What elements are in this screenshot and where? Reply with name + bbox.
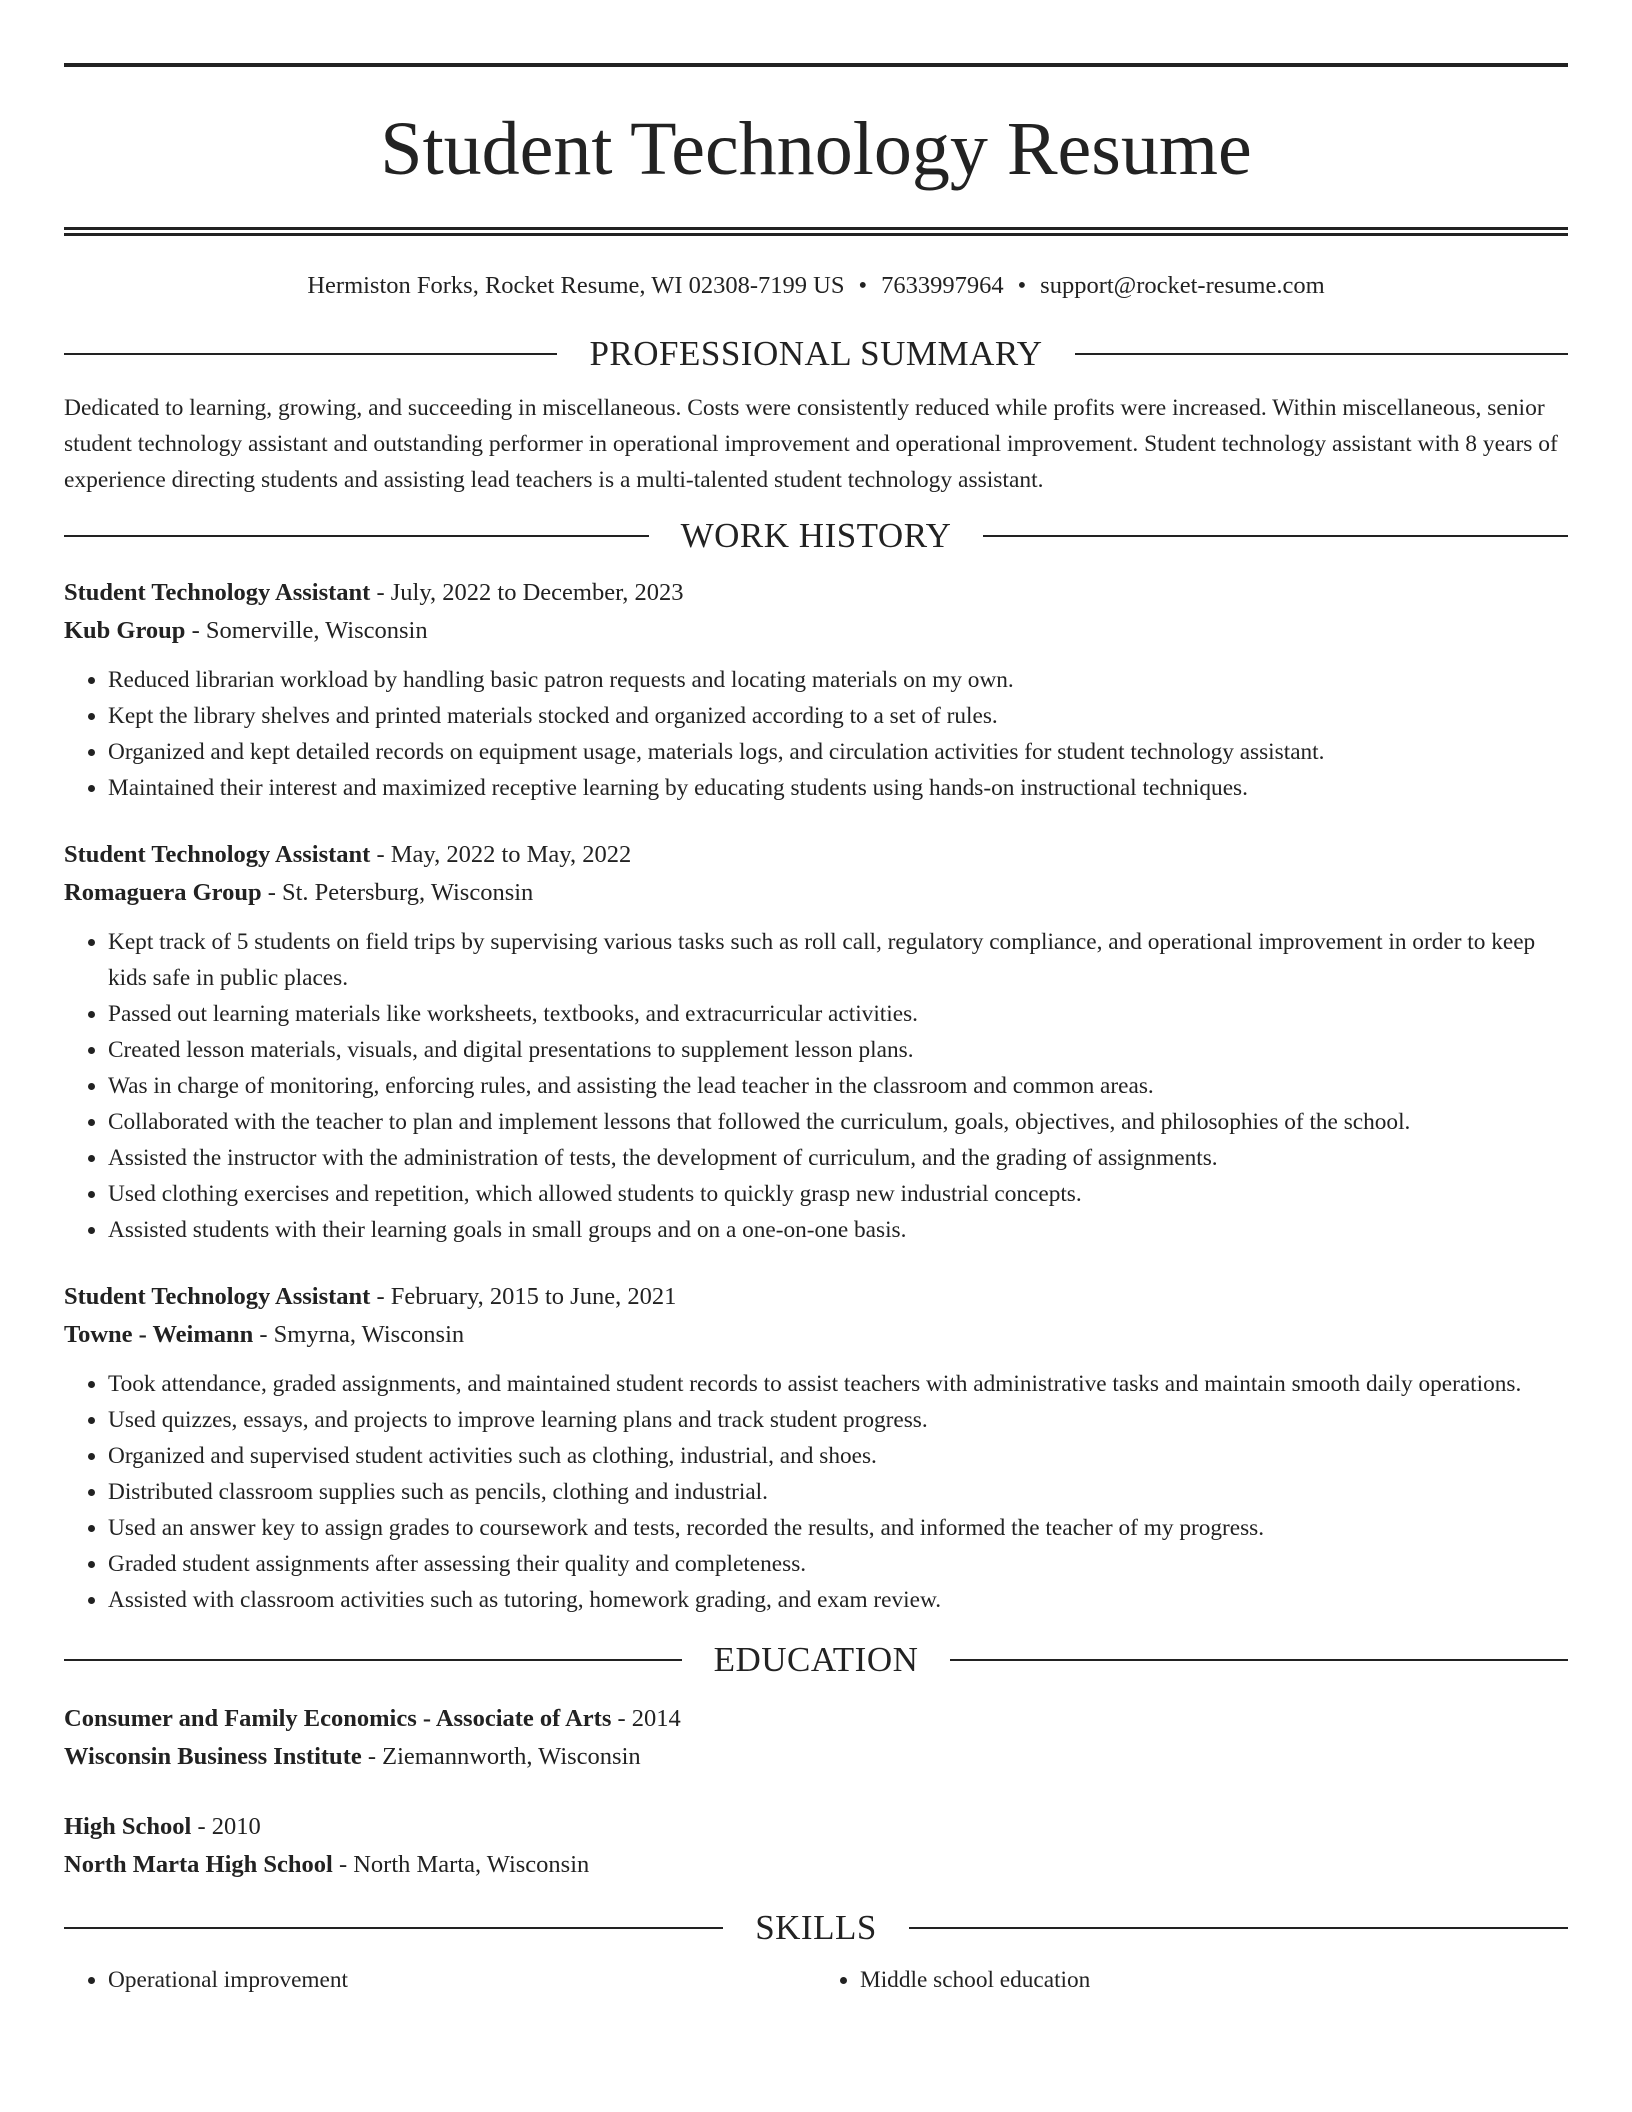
job-bullet: • Organized and supervised student activities such as clothing, industrial, and shoes. xyxy=(108,1438,1568,1474)
job-bullet: • Used clothing exercises and repetition, which allowed students to quickly grasp new industrial concepts. xyxy=(108,1176,1568,1212)
job-title: Student Technology Assistant xyxy=(64,841,371,868)
section-heading-skills xyxy=(64,1904,1568,1952)
heading-rule xyxy=(64,1927,723,1929)
job-bullet: • Maintained their interest and maximized receptive learning by educating students using hands-on instructional techniques. xyxy=(108,770,1568,806)
contact-address: Hermiston Forks, Rocket Resume, WI 02308-7199 US xyxy=(307,272,845,299)
education-year: - 2014 xyxy=(611,1705,681,1732)
resume-title: Student Technology Resume xyxy=(380,107,1252,191)
section-heading-education xyxy=(64,1636,1568,1684)
job-location: - St. Petersburg, Wisconsin xyxy=(261,879,534,906)
heading-rule xyxy=(64,535,649,537)
skills-left-column xyxy=(64,1962,816,1998)
job-bullet: • Was in charge of monitoring, enforcing rules, and assisting the lead teacher in the classroom and common areas. xyxy=(108,1068,1568,1104)
section-title: WORK HISTORY xyxy=(680,516,952,555)
job-bullet: • Graded student assignments after assessing their quality and completeness. xyxy=(108,1546,1568,1582)
job-bullet: • Collaborated with the teacher to plan and implement lessons that followed the curriculum, goals, objectives, and philosophies of the school. xyxy=(108,1104,1568,1140)
education-degree: Consumer and Family Economics - Associate of Arts xyxy=(64,1705,612,1732)
education-year: - 2010 xyxy=(191,1813,261,1840)
education-school-line xyxy=(64,1738,1568,1776)
contact-email: support@rocket-resume.com xyxy=(1040,272,1325,299)
contact-line xyxy=(64,268,1568,304)
education-school: Wisconsin Business Institute xyxy=(64,1743,362,1770)
job-entry xyxy=(64,574,1568,806)
job-title: Student Technology Assistant xyxy=(64,1283,371,1310)
skills-columns xyxy=(64,1962,1568,1998)
job-bullet: • Created lesson materials, visuals, and digital presentations to supplement lesson plans. xyxy=(108,1032,1568,1068)
resume-page xyxy=(64,63,1568,1998)
summary-text: Dedicated to learning, growing, and succeeding in miscellaneous. Costs were consistently reduced while profits were increased. Within miscellaneous, senior student technology assistant and outstanding performer in operational improvement and operational improvement. Student technology assistant with 8 years of experience directing students and assisting lead teachers is a multi-talented student technology assistant. xyxy=(64,395,1558,493)
education-entry xyxy=(64,1808,1568,1884)
job-bullet: • Kept the library shelves and printed materials stocked and organized according to a set of rules. xyxy=(108,698,1568,734)
job-dates: - February, 2015 to June, 2021 xyxy=(370,1283,677,1310)
job-location: - Somerville, Wisconsin xyxy=(185,617,428,644)
education-degree: High School xyxy=(64,1813,192,1840)
job-bullet: • Used quizzes, essays, and projects to improve learning plans and track student progress. xyxy=(108,1402,1568,1438)
job-company: Kub Group xyxy=(64,617,186,644)
education-location: - Ziemannworth, Wisconsin xyxy=(361,1743,641,1770)
job-company-line xyxy=(64,874,1568,912)
job-title-line xyxy=(64,1278,1568,1316)
heading-rule xyxy=(64,353,557,355)
heading-rule xyxy=(950,1659,1568,1661)
job-company: Romaguera Group xyxy=(64,879,262,906)
job-company-line xyxy=(64,1316,1568,1354)
section-title: SKILLS xyxy=(755,1908,877,1947)
job-company-line xyxy=(64,612,1568,650)
education-entry xyxy=(64,1700,1568,1776)
job-bullet: • Assisted students with their learning goals in small groups and on a one-on-one basis. xyxy=(108,1212,1568,1248)
contact-phone: 7633997964 xyxy=(881,272,1004,299)
job-bullet: • Used an answer key to assign grades to coursework and tests, recorded the results, and informed the teacher of my progress. xyxy=(108,1510,1568,1546)
education-location: - North Marta, Wisconsin xyxy=(332,1851,590,1878)
section-heading-work xyxy=(64,512,1568,560)
skill-item: • Middle school education xyxy=(860,1962,1568,1998)
heading-rule xyxy=(1075,353,1568,355)
job-bullets xyxy=(64,662,1568,806)
education-degree-line xyxy=(64,1700,1568,1738)
job-bullet: • Assisted with classroom activities such as tutoring, homework grading, and exam review. xyxy=(108,1582,1568,1618)
job-entry xyxy=(64,1278,1568,1618)
heading-rule xyxy=(909,1927,1568,1929)
job-bullets xyxy=(64,924,1568,1248)
section-title: EDUCATION xyxy=(713,1640,919,1679)
job-bullet: • Passed out learning materials like worksheets, textbooks, and extracurricular activities. xyxy=(108,996,1568,1032)
section-heading-summary xyxy=(64,330,1568,378)
job-title-line xyxy=(64,836,1568,874)
job-entry xyxy=(64,836,1568,1248)
top-rule xyxy=(64,63,1568,67)
job-bullet: • Took attendance, graded assignments, and maintained student records to assist teachers with administrative tasks and maintain smooth daily operations. xyxy=(108,1366,1568,1402)
skill-item: • Operational improvement xyxy=(108,1962,816,1998)
job-dates: - May, 2022 to May, 2022 xyxy=(370,841,632,868)
job-bullet: • Organized and kept detailed records on equipment usage, materials logs, and circulation activities for student technology assistant. xyxy=(108,734,1568,770)
skills-right-column xyxy=(816,1962,1568,1998)
section-title: PROFESSIONAL SUMMARY xyxy=(589,334,1043,373)
job-bullet: • Assisted the instructor with the administration of tests, the development of curriculum, and the grading of assignments. xyxy=(108,1140,1568,1176)
education-school: North Marta High School xyxy=(64,1851,333,1878)
job-bullet: • Reduced librarian workload by handling basic patron requests and locating materials on my own. xyxy=(108,662,1568,698)
job-bullets xyxy=(64,1366,1568,1618)
heading-rule xyxy=(64,1659,682,1661)
job-location: - Smyrna, Wisconsin xyxy=(253,1321,465,1348)
job-title: Student Technology Assistant xyxy=(64,579,371,606)
title-double-rule xyxy=(64,227,1568,236)
job-title-line xyxy=(64,574,1568,612)
job-dates: - July, 2022 to December, 2023 xyxy=(370,579,684,606)
contact-separator: • xyxy=(858,272,868,299)
job-company: Towne - Weimann xyxy=(64,1321,254,1348)
job-bullet: • Distributed classroom supplies such as pencils, clothing and industrial. xyxy=(108,1474,1568,1510)
heading-rule xyxy=(983,535,1568,537)
education-school-line xyxy=(64,1846,1568,1884)
contact-separator: • xyxy=(1017,272,1027,299)
job-bullet: • Kept track of 5 students on field trips by supervising various tasks such as roll call, regulatory compliance, and operational improvement in order to keep kids safe in public places. xyxy=(108,924,1568,996)
education-degree-line xyxy=(64,1808,1568,1846)
